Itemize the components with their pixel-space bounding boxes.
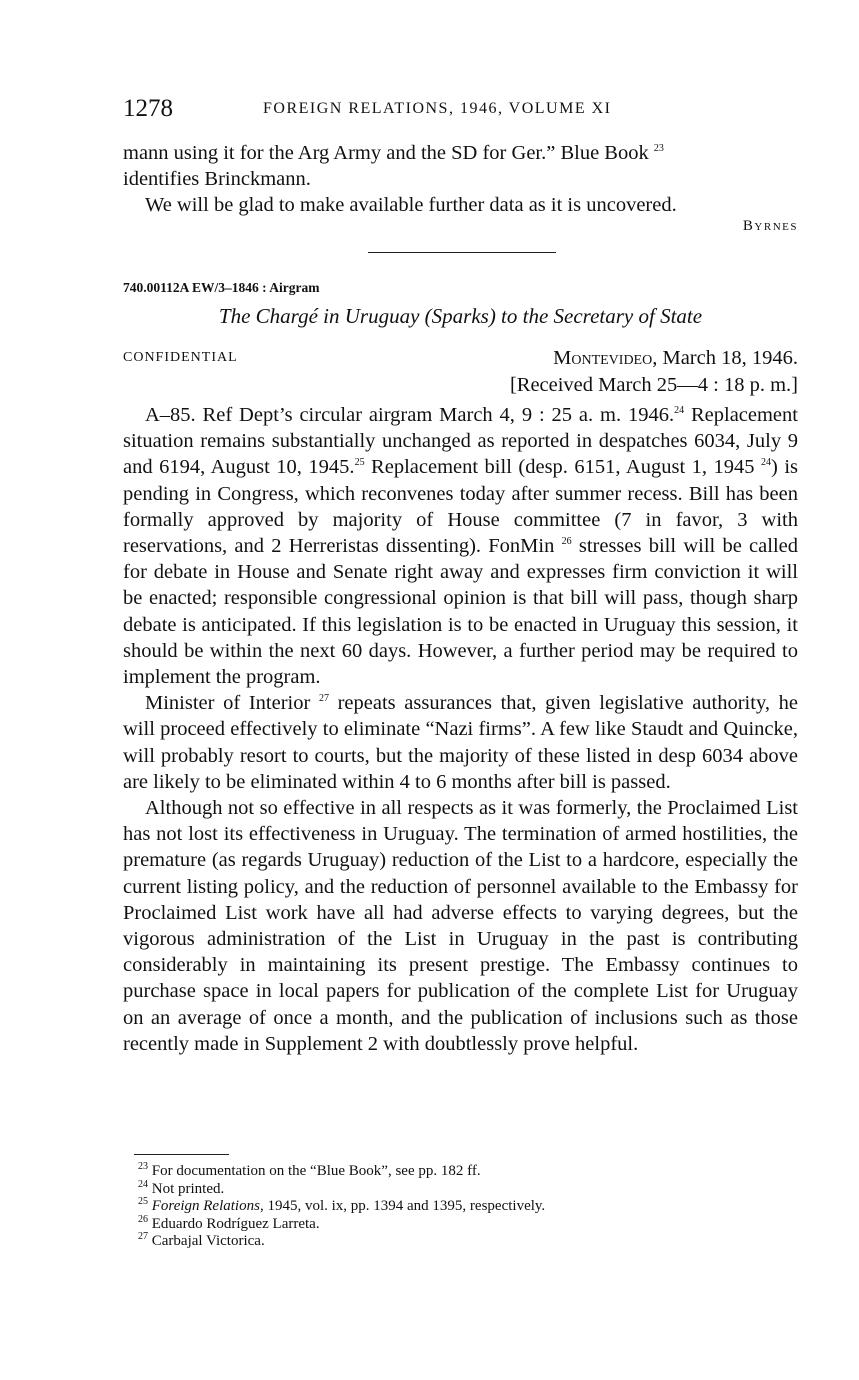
- footnote: $^{27}$ Carbajal Victorica.: [138, 1231, 265, 1249]
- footnote: $^{25}$ Foreign Relations, 1945, vol. ix, pp. 1394 and 1395, respectively.: [138, 1196, 546, 1214]
- document-body: [123, 402, 798, 1057]
- footnote: $^{26}$ Eduardo Rodríguez Larreta.: [138, 1213, 320, 1232]
- paragraph: Minister of Interior $^{27}$ repeats assurances that, given legislative authority, he will proceed effectively to eliminate “Nazi firms”. A few like Staudt and Quincke, will probably resort to courts, but the majority of these listed in desp 6034 above are likely to be eliminated within 4 to 6 months after bill is passed.: [123, 692, 798, 793]
- footnote-divider: [134, 1154, 229, 1155]
- file-number: 740.00112A EW/3–1846 : Airgram: [123, 280, 320, 295]
- received-date: [Received March 25—4 : 18 p. m.]: [509, 373, 798, 396]
- paragraph: Although not so effective in all respects as it was formerly, the Proclaimed List has not lost its effectiveness in Uruguay. The termination of armed hostilities, the premature (as regards Uruguay) reduction of the List to a hardcore, especially the current listing policy, and the reduction of personnel available to the Embassy for Proclaimed List work have all had adverse effects to varying degrees, but the vigorous administration of the List in Uruguay in the past is contributing considerably in maintaining its present prestige. The Embassy continues to purchase space in local papers for publication of the complete List for Uruguay on an average of once a month, and the publication of inclusions such as those recently made in Supplement 2 with doubtlessly prove helpful.: [123, 797, 798, 1055]
- document-title: The Chargé in Uruguay (Sparks) to the Secretary of State: [218, 304, 703, 328]
- continuation-text: [123, 140, 798, 219]
- running-title: FOREIGN RELATIONS, 1946, VOLUME XI: [263, 100, 612, 117]
- footnote: $^{23}$ For documentation on the “Blue Book”, see pp. 182 ff.: [138, 1161, 481, 1179]
- paragraph: mann using it for the Arg Army and the SD for Ger.” Blue Book $^{23}$ identifies Brinckmann.: [123, 142, 664, 191]
- paragraph: We will be glad to make available further data as it is uncovered.: [145, 194, 677, 217]
- signature: Byrnes: [742, 218, 798, 234]
- footnote: $^{24}$ Not printed.: [138, 1178, 225, 1197]
- paragraph: A–85. Ref Dept’s circular airgram March 4, 9 : 25 a. m. 1946.24 Replacement situation remains substantially unchanged as reported in despatches 6034, July 9 and 6194, August 10, 1945.25 Replacement bill (desp. 6151, August 1, 1945 $^{24}$) is pending in Congress, which reconvenes today after summer recess. Bill has been formally approved by majority of House committee (7 in favor, 3 with reservations, and 2 Herreristas dissenting). FonMin $^{26}$ stresses bill will be called for debate in House and Senate right away and expresses firm conviction it will be enacted; responsible congressional opinion is that bill will pass, though sharp debate is anticipated. If this legislation is to be enacted in Uruguay this session, it should be within the next 60 days. However, a further period may be required to implement the program.: [123, 404, 798, 689]
- page-header: [123, 95, 798, 125]
- classification: CONFIDENTIAL: [123, 350, 238, 365]
- page-number: 1278: [123, 95, 173, 122]
- place-date: Montevideo, March 18, 1946. [Received March 25—4 : 18 p. m.]: [509, 347, 798, 396]
- footnotes: [138, 1163, 545, 1251]
- section-divider: [368, 252, 556, 253]
